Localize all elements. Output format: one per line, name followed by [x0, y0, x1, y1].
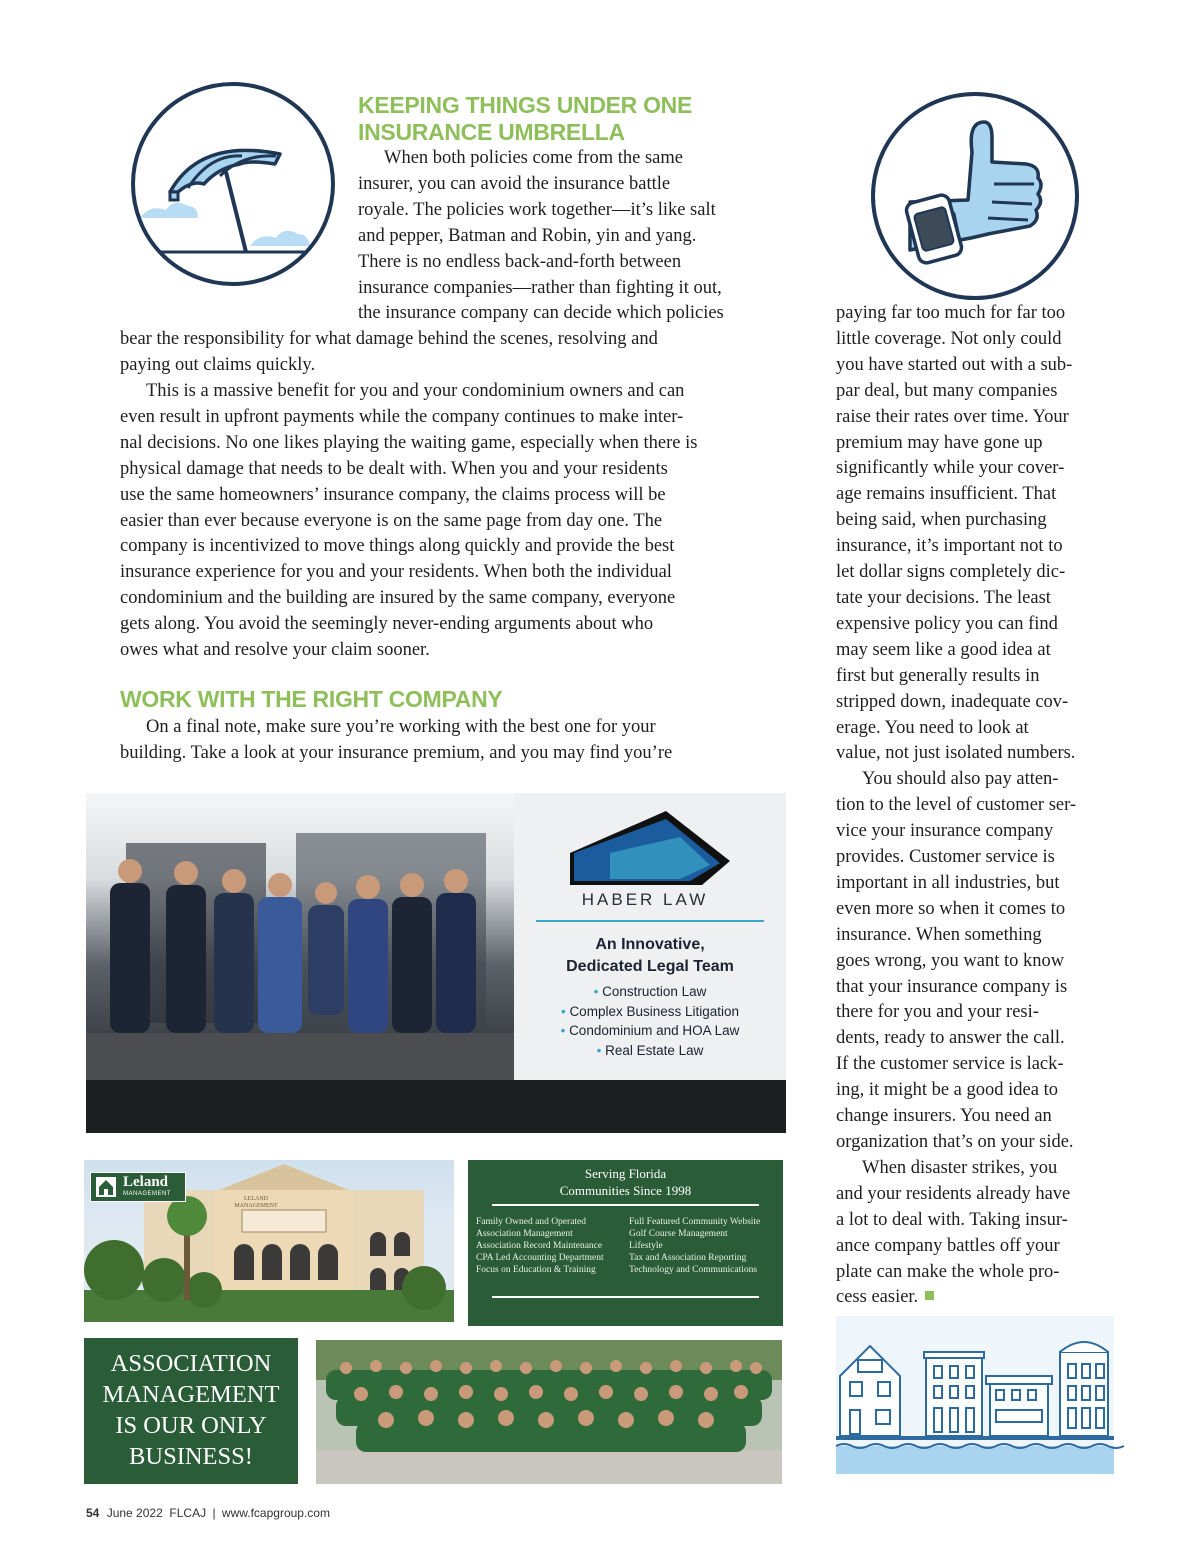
text-line: a lot to deal with. Taking insur-	[836, 1209, 1068, 1230]
leland-ad[interactable]	[84, 1160, 786, 1486]
staff-group-photo	[316, 1340, 782, 1484]
text-line: even more so when it comes to	[836, 898, 1066, 919]
text-line: significantly while your cover-	[836, 458, 1065, 479]
text-line: plate can make the whole pro-	[836, 1261, 1060, 1282]
text-line: par deal, but many companies	[836, 380, 1058, 401]
text-line: royale. The policies work together—it’s like salt	[358, 199, 716, 220]
text-line: On a final note, make sure you’re working with the best one for your	[146, 717, 656, 737]
text-line: condominium and the building are insured by the same company, everyone	[120, 588, 676, 609]
serving-line: Communities Since 1998	[559, 1183, 692, 1198]
text-line: This is a massive benefit for you and your condominium owners and can	[146, 381, 685, 401]
house-icon	[95, 1176, 117, 1198]
text-line: organization that’s on your side.	[836, 1132, 1074, 1152]
leland-logo-sub: MANAGEMENT	[123, 1191, 172, 1197]
serving-line: Serving Florida	[584, 1166, 667, 1181]
section-heading	[358, 92, 692, 146]
building-sign	[224, 1196, 288, 1210]
text-line: raise their rates over time. Your	[836, 406, 1069, 427]
text-line: use the same homeowners’ insurance company, the claims process will be	[120, 484, 666, 505]
text-line: erage. You need to look at	[836, 717, 1029, 738]
text-line: important in all industries, but	[836, 872, 1060, 893]
text-line: let dollar signs completely dic-	[836, 562, 1066, 583]
text-line: little coverage. Not only could	[836, 328, 1062, 349]
list-item: Tax and Association Reporting	[629, 1253, 747, 1263]
text-line: bear the responsibility for what damage behind the scenes, resolving and	[120, 329, 658, 350]
text-line: You should also pay atten-	[862, 769, 1059, 790]
text-line: the insurance company can decide which policies	[358, 303, 724, 324]
text-line: value, not just isolated numbers.	[836, 743, 1076, 764]
text-line: gets along. You avoid the seemingly never-ending arguments about who	[120, 614, 654, 635]
text-line: may seem like a good idea at	[836, 639, 1051, 660]
text-line: physical damage that needs to be dealt with. When you and your residents	[120, 458, 668, 479]
slogan-line: ASSOCIATION	[110, 1350, 272, 1377]
article-column-right	[836, 301, 1136, 1311]
service-label: Condominium and HOA Law	[569, 1023, 740, 1039]
text-line: ing, it might be a good idea to	[836, 1080, 1058, 1101]
list-item: Golf Course Management	[629, 1229, 728, 1239]
heading-line: KEEPING THINGS UNDER ONE	[358, 92, 693, 118]
services-left	[476, 1216, 604, 1276]
text-line: When disaster strikes, you	[862, 1157, 1058, 1178]
list-item: Association Record Maintenance	[476, 1241, 603, 1251]
haber-law-logo-icon	[570, 811, 730, 889]
text-line: dents, ready to answer the call.	[836, 1028, 1065, 1049]
text-fragment: cess easier.	[836, 1287, 919, 1308]
sign-line: MANAGEMENT	[234, 1203, 278, 1209]
text-line: expensive policy you can find	[836, 613, 1058, 634]
text-line: tion to the level of customer ser-	[836, 795, 1077, 816]
text-line: first but generally results in	[836, 665, 1040, 686]
buildings-illustration	[836, 1316, 1114, 1474]
haber-tagline	[526, 934, 774, 978]
list-item: CPA Led Accounting Department	[476, 1253, 604, 1263]
list-item: Technology and Communications	[629, 1265, 758, 1275]
list-item: • Construction Law	[593, 984, 707, 999]
text-line: There is no endless back-and-forth between	[358, 251, 682, 272]
text-line: insurer, you can avoid the insurance battle	[358, 173, 671, 194]
text-line	[836, 1285, 1136, 1311]
sign-line: LELAND	[244, 1196, 268, 1202]
service-label: Complex Business Litigation	[569, 1003, 740, 1019]
text-line: ance company battles off your	[836, 1235, 1060, 1256]
page-footer	[86, 1506, 330, 1520]
team-photo	[86, 793, 514, 1080]
text-line: vice your insurance company	[836, 821, 1054, 842]
leland-slogan-panel	[84, 1338, 298, 1484]
issue-label: June 2022 FLCAJ	[106, 1506, 207, 1520]
text-line: insurance experience for you and your residents. When both the individual	[120, 562, 672, 583]
leland-logo-name: Leland	[123, 1174, 169, 1190]
text-line: nal decisions. No one likes playing the waiting game, especially when there is	[120, 432, 698, 453]
text-line: change insurers. You need an	[836, 1106, 1052, 1127]
end-mark-icon	[925, 1291, 934, 1300]
text-line: stripped down, inadequate cov-	[836, 691, 1069, 712]
list-item: Focus on Education & Training	[476, 1265, 596, 1275]
text-line: paying far too much for far too	[836, 303, 1066, 323]
haber-services-list	[526, 982, 774, 1060]
divider	[492, 1204, 759, 1206]
divider	[492, 1296, 759, 1298]
thumbs-up-icon	[868, 92, 1082, 302]
text-line: insurance companies—rather than fighting it out,	[358, 277, 722, 298]
serving-text	[468, 1165, 783, 1199]
website-link[interactable]: www.fcapgroup.com	[221, 1506, 330, 1520]
divider	[536, 920, 764, 922]
article-paragraph	[120, 146, 780, 379]
article-paragraph	[120, 715, 790, 767]
list-item: • Real Estate Law	[596, 1042, 704, 1058]
text-line: you have started out with a sub-	[836, 354, 1073, 375]
text-line: and pepper, Batman and Robin, yin and yang.	[358, 225, 697, 246]
leland-logo	[90, 1172, 186, 1202]
slogan-line: MANAGEMENT	[102, 1381, 280, 1408]
text-line: age remains insufficient. That	[836, 484, 1057, 505]
list-item: Full Featured Community Website	[629, 1217, 761, 1227]
text-line: insurance, it’s important not to	[836, 536, 1063, 557]
text-line: and your residents already have	[836, 1183, 1071, 1204]
section-heading: WORK WITH THE RIGHT COMPANY	[120, 686, 503, 712]
page-number: 54	[86, 1506, 100, 1520]
haber-law-ad[interactable]	[86, 793, 786, 1133]
haber-contact-bar[interactable]	[86, 1080, 786, 1133]
text-line: that your insurance company is	[836, 976, 1068, 997]
list-item: • Complex Business Litigation	[560, 1003, 740, 1019]
leland-info-panel	[468, 1160, 783, 1326]
tagline-line: An Innovative,	[595, 936, 705, 953]
list-item: • Condominium and HOA Law	[560, 1023, 740, 1039]
article-paragraph	[120, 379, 790, 664]
text-line: premium may have gone up	[836, 432, 1043, 453]
text-line: building. Take a look at your insurance premium, and you may find you’re	[120, 742, 673, 763]
text-line: When both policies come from the same	[384, 148, 683, 168]
text-line: even result in upfront payments while the company continues to make inter-	[120, 406, 684, 427]
text-line: easier than ever because everyone is on the same page from day one. The	[120, 510, 663, 531]
heading-line: INSURANCE UMBRELLA	[358, 119, 625, 145]
text-line: company is incentivized to move things along quickly and provide the best	[120, 536, 675, 557]
haber-law-brand: HABER LAW	[581, 890, 709, 909]
text-line: tate your decisions. The least	[836, 587, 1051, 608]
text-line: If the customer service is lack-	[836, 1054, 1064, 1075]
text-line: being said, when purchasing	[836, 510, 1047, 531]
text-line: insurance. When something	[836, 924, 1042, 945]
text-line: there for you and your resi-	[836, 1002, 1039, 1023]
list-item: Association Management	[476, 1229, 573, 1239]
slogan-line: IS OUR ONLY	[115, 1412, 267, 1439]
separator: |	[212, 1506, 216, 1520]
tagline-line: Dedicated Legal Team	[566, 958, 734, 975]
text-line: provides. Customer service is	[836, 847, 1055, 868]
slogan-line: BUSINESS!	[129, 1443, 253, 1470]
text-line: goes wrong, you want to know	[836, 950, 1065, 971]
text-line: owes what and resolve your claim sooner.	[120, 640, 430, 661]
list-item: Lifestyle	[629, 1241, 663, 1251]
service-label: Real Estate Law	[605, 1042, 704, 1058]
service-label: Construction Law	[602, 984, 707, 999]
text-line: paying out claims quickly.	[120, 355, 316, 376]
list-item: Family Owned and Operated	[476, 1217, 587, 1227]
services-right	[629, 1216, 760, 1276]
